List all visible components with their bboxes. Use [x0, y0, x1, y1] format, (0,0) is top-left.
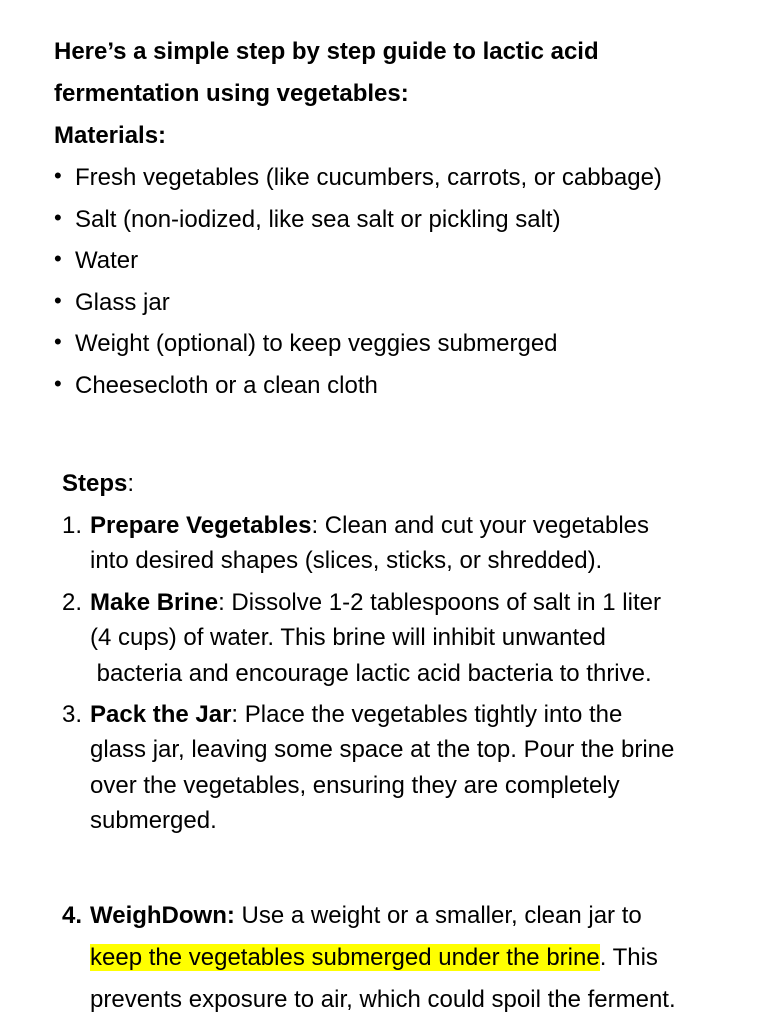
- step-text: glass jar, leaving some space at the top. Pour the brine: [90, 736, 675, 764]
- step-text: Use a weight or a smaller, clean jar to: [234, 902, 642, 929]
- step-text: bacteria and encourage lactic acid bacteria to thrive.: [90, 659, 652, 687]
- highlighted-text: keep the vegetables submerged under the brine: [90, 944, 600, 971]
- step-label: Prepare Vegetables: [90, 512, 312, 539]
- step-item-3: [62, 697, 722, 838]
- step-body: [90, 508, 722, 579]
- step-text: prevents exposure to air, which could spoil the ferment.: [90, 986, 676, 1013]
- guide-heading: [54, 31, 734, 115]
- step-item-2: [62, 585, 722, 691]
- material-text: Fresh vegetables (like cucumbers, carrots, or cabbage): [75, 164, 662, 191]
- step-text: . This: [599, 944, 658, 971]
- step-label: WeighDown:: [90, 902, 235, 929]
- materials-list: [54, 157, 662, 407]
- material-text: Water: [75, 247, 139, 275]
- step-text: : Place the vegetables tightly into the: [231, 701, 623, 728]
- step-number: 1.: [62, 512, 83, 539]
- list-item: [54, 282, 662, 324]
- bullet-icon: •: [54, 204, 62, 230]
- list-item: [54, 365, 662, 407]
- bullet-icon: •: [54, 370, 62, 396]
- step-body: [90, 895, 722, 1021]
- bullet-icon: •: [54, 163, 62, 188]
- guide-heading-line-2: fermentation using vegetables:: [54, 80, 409, 107]
- step-text: : Dissolve 1-2 tablespoons of salt in 1 liter: [218, 589, 661, 616]
- material-text: Weight (optional) to keep veggies submerged: [75, 330, 558, 358]
- list-item: [54, 199, 662, 241]
- list-item: [54, 240, 662, 282]
- step-text: : Clean and cut your vegetables: [311, 512, 650, 539]
- list-item: [54, 157, 662, 199]
- material-text: Salt (non-iodized, like sea salt or pickling salt): [75, 205, 561, 233]
- step-text: submerged.: [90, 806, 217, 834]
- materials-title: Materials:: [54, 122, 167, 149]
- steps-title-label: Steps: [62, 470, 128, 497]
- list-item: [54, 323, 662, 365]
- steps-title-colon: :: [127, 470, 135, 497]
- step-item-1: [62, 508, 722, 579]
- step-item-4: [62, 895, 722, 1021]
- material-text: Cheesecloth or a clean cloth: [75, 371, 378, 399]
- step-text: into desired shapes (slices, sticks, or shredded).: [90, 547, 603, 575]
- step-body: [90, 697, 722, 838]
- step-label: Pack the Jar: [90, 701, 232, 728]
- step-number: 4.: [62, 902, 83, 929]
- guide-heading-line-1: Here’s a simple step by step guide to lactic acid: [54, 38, 599, 65]
- step-number: 3.: [62, 701, 83, 728]
- bullet-icon: •: [54, 287, 62, 313]
- material-text: Glass jar: [75, 288, 170, 316]
- bullet-icon: •: [54, 329, 62, 355]
- step-number: 2.: [62, 589, 83, 616]
- step-text: (4 cups) of water. This brine will inhibit unwanted: [90, 624, 606, 652]
- steps-title: [62, 466, 134, 502]
- step-label: Make Brine: [90, 589, 219, 616]
- step-body: [90, 585, 722, 691]
- bullet-icon: •: [54, 246, 62, 272]
- step-text: over the vegetables, ensuring they are completely: [90, 771, 620, 799]
